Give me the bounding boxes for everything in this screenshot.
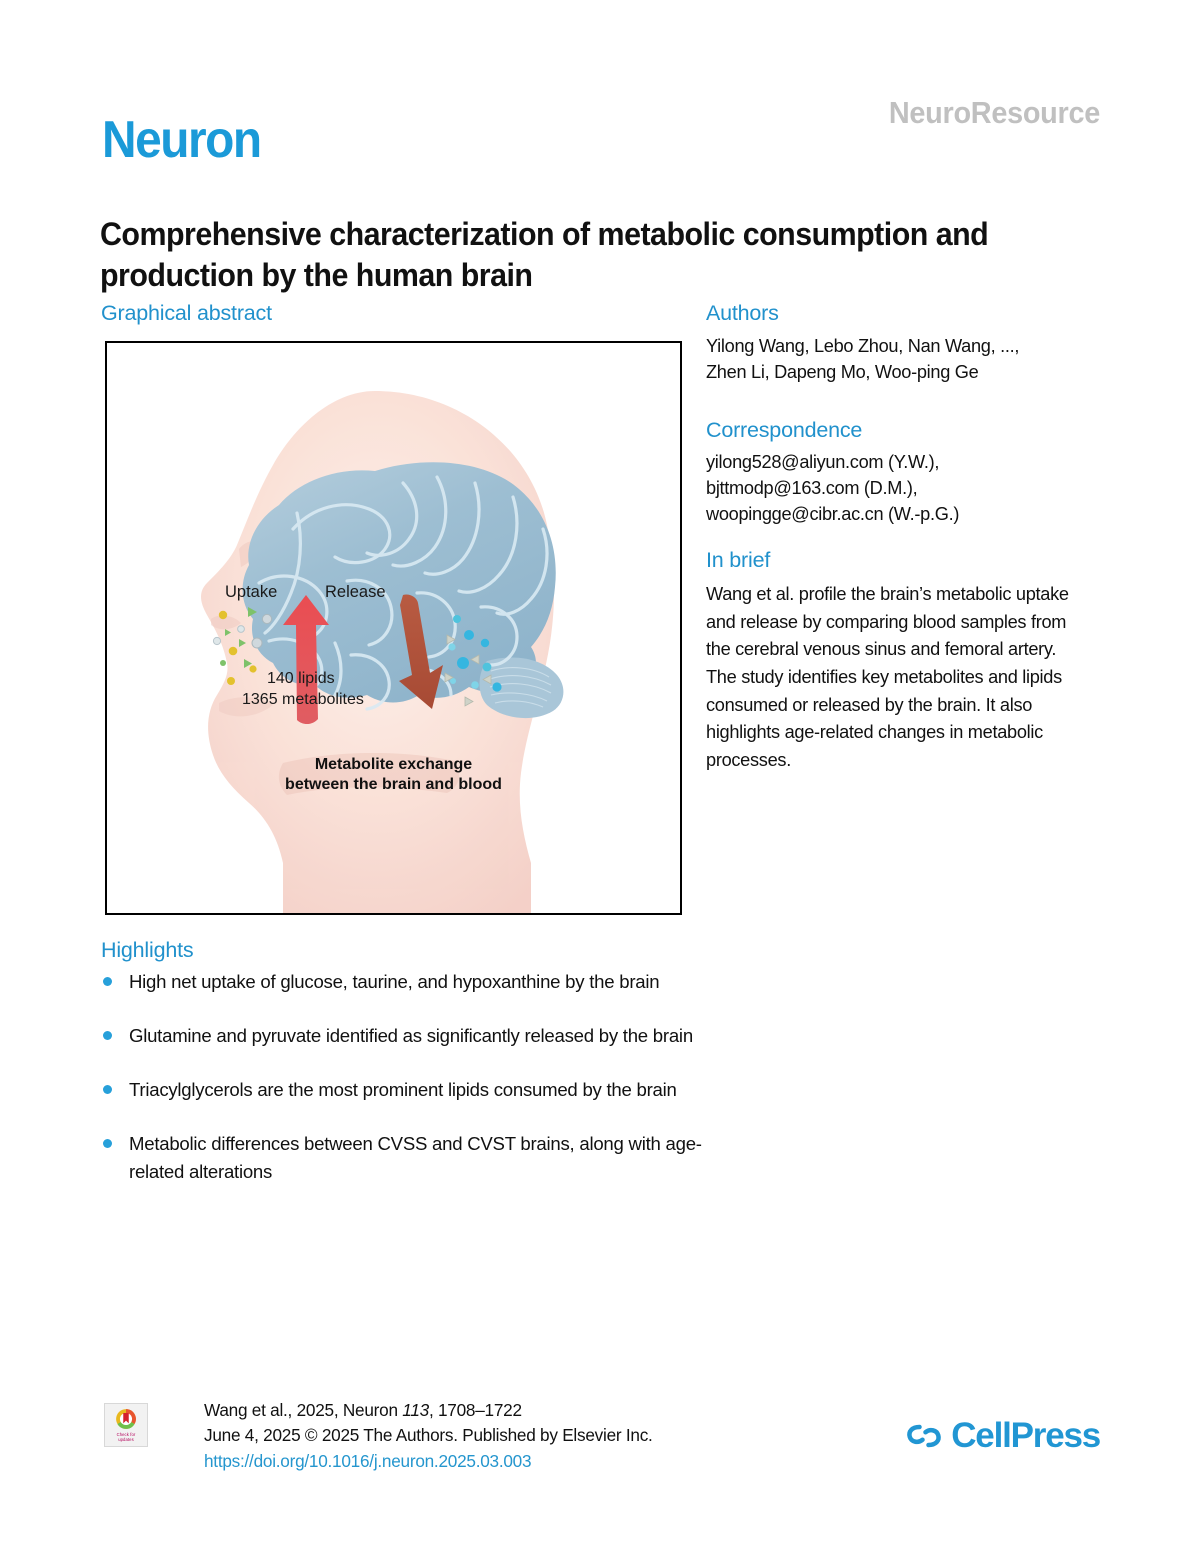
- cell-press-wordmark: CellPress: [951, 1416, 1100, 1455]
- graphical-abstract-heading: Graphical abstract: [101, 301, 272, 325]
- list-item: [103, 968, 703, 996]
- release-label: Release: [325, 583, 386, 601]
- lipids-count-label: 140 lipids: [267, 670, 335, 687]
- head-brain-svg: [107, 343, 680, 913]
- highlight-text: Glutamine and pyruvate identified as significantly released by the brain: [129, 1024, 693, 1046]
- authors-line-2: Zhen Li, Dapeng Mo, Woo-ping Ge: [706, 361, 979, 382]
- bullet-icon: [103, 1085, 112, 1094]
- correspondence-heading: Correspondence: [706, 418, 863, 442]
- figure-caption: [107, 755, 680, 796]
- correspondence-email-2[interactable]: bjttmodp@163.com (D.M.),: [706, 477, 918, 498]
- citation-prefix: Wang et al., 2025, Neuron: [204, 1400, 403, 1420]
- cell-press-logo: [906, 1418, 1100, 1453]
- crossmark-line-1: Check for: [116, 1431, 136, 1437]
- authors-heading: Authors: [706, 301, 779, 325]
- highlight-text: Triacylglycerols are the most prominent lipids consumed by the brain: [129, 1078, 677, 1100]
- figure-caption-line2: between the brain and blood: [285, 776, 502, 794]
- journal-logo: Neuron: [102, 111, 261, 169]
- authors-line-1: Yilong Wang, Lebo Zhou, Nan Wang, ...,: [706, 336, 1020, 356]
- graphical-abstract-figure: [105, 341, 682, 915]
- citation-line-1: [204, 1398, 653, 1423]
- citation-line-2: June 4, 2025 © 2025 The Authors. Published by Elsevier Inc.: [204, 1425, 653, 1446]
- list-item: [103, 1022, 703, 1050]
- bullet-icon: [103, 1139, 112, 1148]
- bullet-icon: [103, 1031, 112, 1040]
- list-item: [103, 1076, 703, 1104]
- highlights-list: [103, 968, 703, 1211]
- citation-volume: 113: [402, 1400, 429, 1420]
- authors-list: [706, 334, 1086, 386]
- figure-caption-line1: Metabolite exchange: [314, 756, 473, 773]
- in-brief-text: Wang et al. profile the brain’s metabolic uptake and release by comparing blood samples from the cerebral venous sinus and femoral artery. The study identifies key metabolites and lipids consumed or released by the brain. It also highlights age-related changes in metabolic processes.: [706, 584, 1069, 770]
- highlight-text: Metabolic differences between CVSS and CVST brains, along with age-related alterations: [129, 1132, 702, 1182]
- crossmark-badge[interactable]: [104, 1403, 148, 1447]
- list-item: [103, 1130, 703, 1186]
- bullet-icon: [103, 977, 112, 986]
- correspondence-list: [706, 450, 1086, 528]
- article-type-label: NeuroResource: [888, 95, 1100, 130]
- citation-block: [204, 1398, 653, 1474]
- highlights-heading: Highlights: [101, 938, 194, 962]
- cell-press-mark-icon: [906, 1421, 942, 1451]
- correspondence-email-1[interactable]: yilong528@aliyun.com (Y.W.),: [706, 452, 940, 472]
- metabolites-count-label: 1365 metabolites: [242, 691, 364, 708]
- page-title: Comprehensive characterization of metabolic consumption and production by the human brain: [100, 215, 989, 293]
- citation-pages: , 1708–1722: [428, 1400, 522, 1420]
- doi-link[interactable]: https://doi.org/10.1016/j.neuron.2025.03.003: [204, 1450, 532, 1471]
- uptake-label: Uptake: [225, 583, 278, 601]
- brain-head-illustration: [107, 343, 680, 913]
- highlight-text: High net uptake of glucose, taurine, and hypoxanthine by the brain: [129, 971, 660, 992]
- crossmark-line-2: updates: [118, 1436, 134, 1442]
- crossmark-label: [117, 1432, 136, 1443]
- correspondence-email-3[interactable]: woopingge@cibr.ac.cn (W.-p.G.): [706, 503, 960, 524]
- crossmark-icon: [115, 1408, 137, 1430]
- in-brief-heading: In brief: [706, 548, 771, 572]
